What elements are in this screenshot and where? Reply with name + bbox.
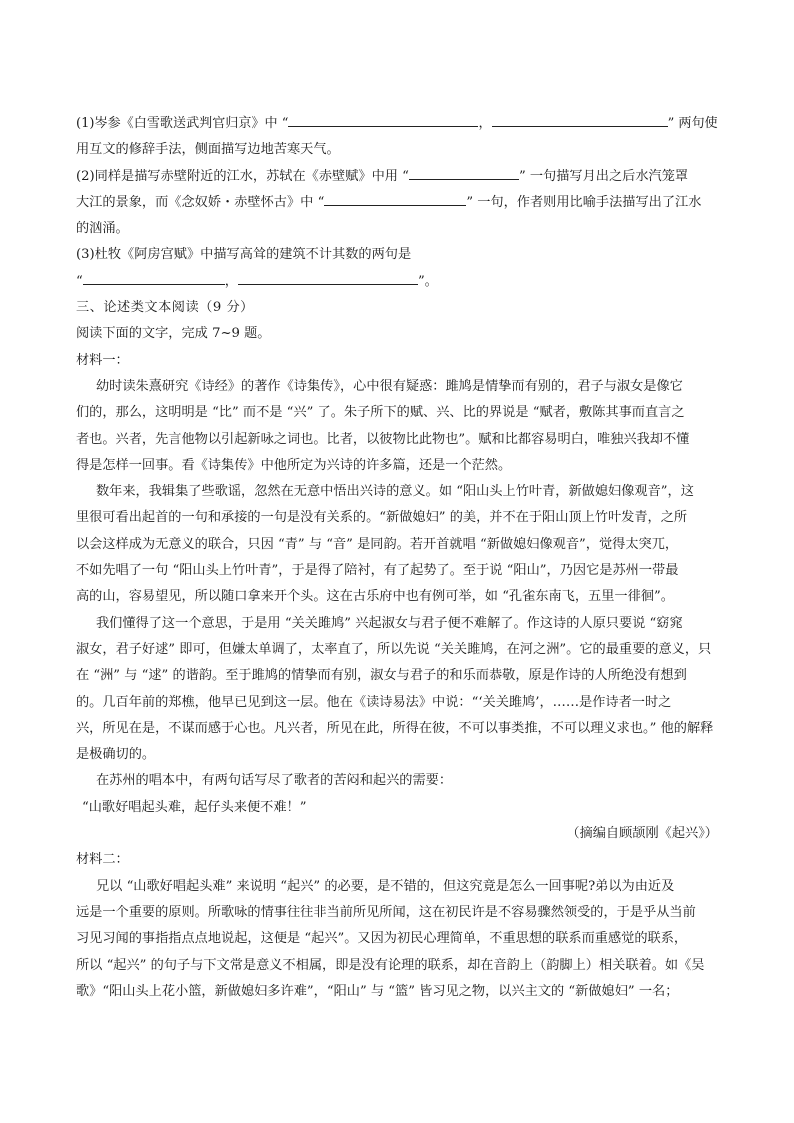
paragraph-line: 幼时读朱熹研究《诗经》的著作《诗集传》，心中很有疑惑：雎鸠是情挚而有别的，君子与淑女是像它 <box>96 378 683 394</box>
q2-prompt: (2)同样是描写赤壁附近的江水，苏轼在《赤壁赋》中用 “ <box>76 168 409 184</box>
q3-separator: ， <box>224 273 238 289</box>
q1-prompt: (1)岑参《白雪歌送武判官归京》中 “ <box>76 116 289 131</box>
paragraph-line: 们的，那么，这明明是 “比” 而不是 “兴” 了。朱子所下的赋、兴、比的界说是 “赋者，敷陈其事而直言之 <box>76 405 685 421</box>
paragraph-line: 兄以 “山歌好唱起头难” 来说明 “起兴” 的必要，是不错的，但这究竟是怎么一回事呢?弟以为由近及 <box>96 878 675 894</box>
paragraph-line: 歌》“阳山头上花小篮，新做媳妇多许难”，“阳山” 与 “篮” 皆习见之物，以兴主文的 “新做媳妇” 一名； <box>76 983 679 999</box>
paragraph-line: 以会这样成为无意义的联合，只因 “青” 与 “音” 是同韵。若开首就唱 “新做媳妇像观音”，觉得太突兀， <box>76 536 679 552</box>
q2-line-2 <box>76 190 718 216</box>
quoted-verse: “山歌好唱起头难，起仔头来便不难！” <box>82 799 307 815</box>
q2-prompt-end: ” 一句描写月出之后水汽笼罩 <box>518 168 689 184</box>
q1-prompt-end: ” 两句使 <box>667 116 718 131</box>
paragraph-line: 在苏州的唱本中，有两句话写尽了歌者的苦闷和起兴的需要： <box>96 773 453 789</box>
answer-blank-3 <box>409 165 519 180</box>
paragraph-line: 我们懂得了这一个意思，于是用 “关关雎鸠” 兴起淑女与君子便不难解了。作这诗的人原只要说 “窈窕 <box>96 615 683 631</box>
paragraph-line: 所以 “起兴” 的句子与下文常是意义不相属，即是没有论理的联系，却在音韵上（韵脚上）相关联着。如《吴 <box>76 957 705 973</box>
q1-line-1 <box>76 111 718 137</box>
q2-line-3: 的汹涌。 <box>76 221 129 237</box>
paragraph-line: 淑女，君子好逑” 即可，但嫌太单调了，太率直了，所以先说 “关关雎鸠，在河之洲”。它的最重要的意义，只 <box>76 641 712 657</box>
source-citation: （摘编自顾颉刚《起兴》） <box>566 826 718 842</box>
answer-blank-5 <box>83 270 225 285</box>
paragraph-line: 者也。兴者，先言他物以引起新咏之词也。比者，以彼物比此物也”。赋和比都容易明白，唯独兴我却不懂 <box>76 431 690 447</box>
q3-line-1: (3)杜牧《阿房宫赋》中描写高耸的建筑不计其数的两句是 <box>76 247 412 263</box>
q1-separator: ， <box>478 116 492 131</box>
paragraph-line: 的。几百年前的郑樵，他早已见到这一层。他在《读诗易法》中说：“‘关关雎鸠’，……是作诗者一时之 <box>76 694 672 710</box>
q3-line-2 <box>76 269 718 295</box>
answer-blank-2 <box>492 112 668 127</box>
document-page <box>76 111 718 1005</box>
q2-prompt-2-end: ” 一句，作者则用比喻手法描写出了江水 <box>466 194 702 210</box>
paragraph-line: 数年来，我辑集了些歌谣，忽然在无意中悟出兴诗的意义。如 “阳山头上竹叶青，新做媳妇像观音”，这 <box>96 484 694 500</box>
q2-prompt-2: 大江的景象，而《念奴娇・赤壁怀古》中 “ <box>76 194 325 210</box>
paragraph-line: 高的山，容易望见，所以随口拿来开个头。这在古乐府中也有例可举，如 “孔雀东南飞，五里一徘徊”。 <box>76 589 674 605</box>
answer-blank-6 <box>238 270 418 285</box>
q2-line-1 <box>76 164 718 190</box>
paragraph-line: 远是一个重要的原则。所歌咏的情事往往非当前所见所闻，这在初民许是不容易骤然领受的，于是乎从当前 <box>76 904 696 920</box>
q1-line-2: 用互文的修辞手法，侧面描写边地苦寒天气。 <box>76 142 340 158</box>
answer-blank-1 <box>288 112 478 127</box>
paragraph-line: 里很可看出起首的一句和承接的一句是没有关系的。“新做媳妇” 的美，并不在于阳山顶上竹叶发青，之所 <box>76 510 688 526</box>
q3-open-quote: “ <box>76 273 83 289</box>
q3-close-quote: ”。 <box>417 273 438 289</box>
material1-label: 材料一： <box>76 352 129 368</box>
paragraph-line: 不如先唱了一句 “阳山头上竹叶青”，于是得了陪衬，有了起势了。至于说 “阳山”，乃因它是苏州一带最 <box>76 563 679 579</box>
paragraph-line: 在 “洲” 与 “逑” 的谐韵。至于雎鸠的情挚而有别，淑女与君子的和乐而恭敬，原是作诗的人所绝没有想到 <box>76 668 687 684</box>
paragraph-line: 习见习闻的事指指点点地说起，这便是 “起兴”。又因为初民心理简单，不重思想的联系而重感觉的联系， <box>76 931 688 947</box>
section-title: 三、论述类文本阅读（9 分） <box>76 300 254 316</box>
section-instruction: 阅读下面的文字，完成 7~9 题。 <box>76 326 271 342</box>
material2-label: 材料二： <box>76 852 129 868</box>
paragraph-line: 是极确切的。 <box>76 747 156 763</box>
paragraph-line: 得是怎样一回事。看《诗集传》中他所定为兴诗的许多篇，还是一个茫然。 <box>76 457 512 473</box>
paragraph-line: 兴，所见在是，不谋而感于心也。凡兴者，所见在此，所得在彼，不可以事类推，不可以理义求也。” 他的解释 <box>76 720 714 736</box>
answer-blank-4 <box>324 191 466 206</box>
